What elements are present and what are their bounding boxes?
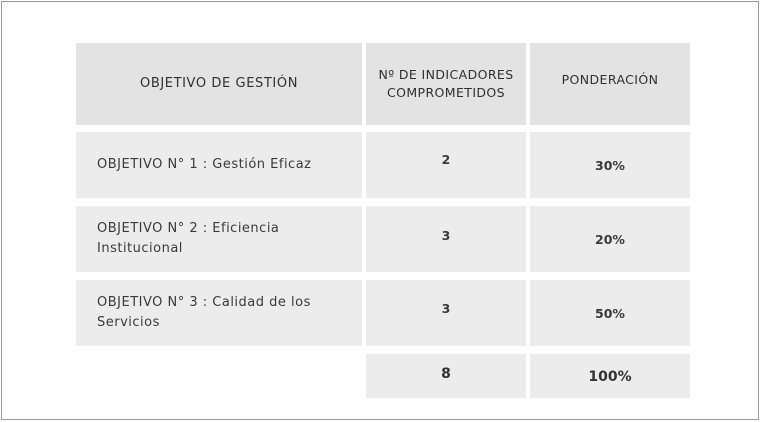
table-row-2-objective — [76, 206, 362, 272]
header-weighting-label: PONDERACIÓN — [561, 72, 659, 87]
total-indicators-value: 8 — [441, 366, 451, 382]
objective-label: OBJETIVO N° 3 : Calidad de los Servicios — [97, 295, 311, 330]
weighting-value: 20% — [595, 231, 625, 247]
table-row-3-objective — [76, 280, 362, 346]
header-indicators-line2: COMPROMETIDOS — [386, 85, 506, 100]
header-indicators-line1: Nº DE INDICADORES — [378, 67, 514, 82]
objective-label: OBJETIVO N° 2 : Eficiencia Institucional — [97, 221, 280, 256]
header-weighting — [530, 43, 690, 125]
table-row-1-indicators — [366, 132, 526, 198]
table-row-3-weighting — [530, 280, 690, 346]
table-row-3-indicators — [366, 280, 526, 346]
header-objective-label: OBJETIVO DE GESTIÓN — [139, 76, 299, 91]
weighting-value: 30% — [595, 157, 625, 173]
objective-label: OBJETIVO N° 1 : Gestión Eficaz — [97, 157, 312, 172]
table-row-1-objective — [76, 132, 362, 198]
table-row-2-indicators — [366, 206, 526, 272]
total-indicators — [366, 354, 526, 398]
indicator-count: 3 — [441, 301, 451, 316]
indicator-count: 3 — [441, 228, 451, 243]
weighting-value: 50% — [595, 305, 625, 321]
table-row-1-weighting — [530, 132, 690, 198]
indicator-count: 2 — [441, 152, 451, 167]
total-weighting-value: 100% — [588, 369, 632, 385]
header-objective — [76, 43, 362, 125]
table-row-2-weighting — [530, 206, 690, 272]
total-weighting — [530, 354, 690, 398]
header-indicators — [366, 43, 526, 125]
